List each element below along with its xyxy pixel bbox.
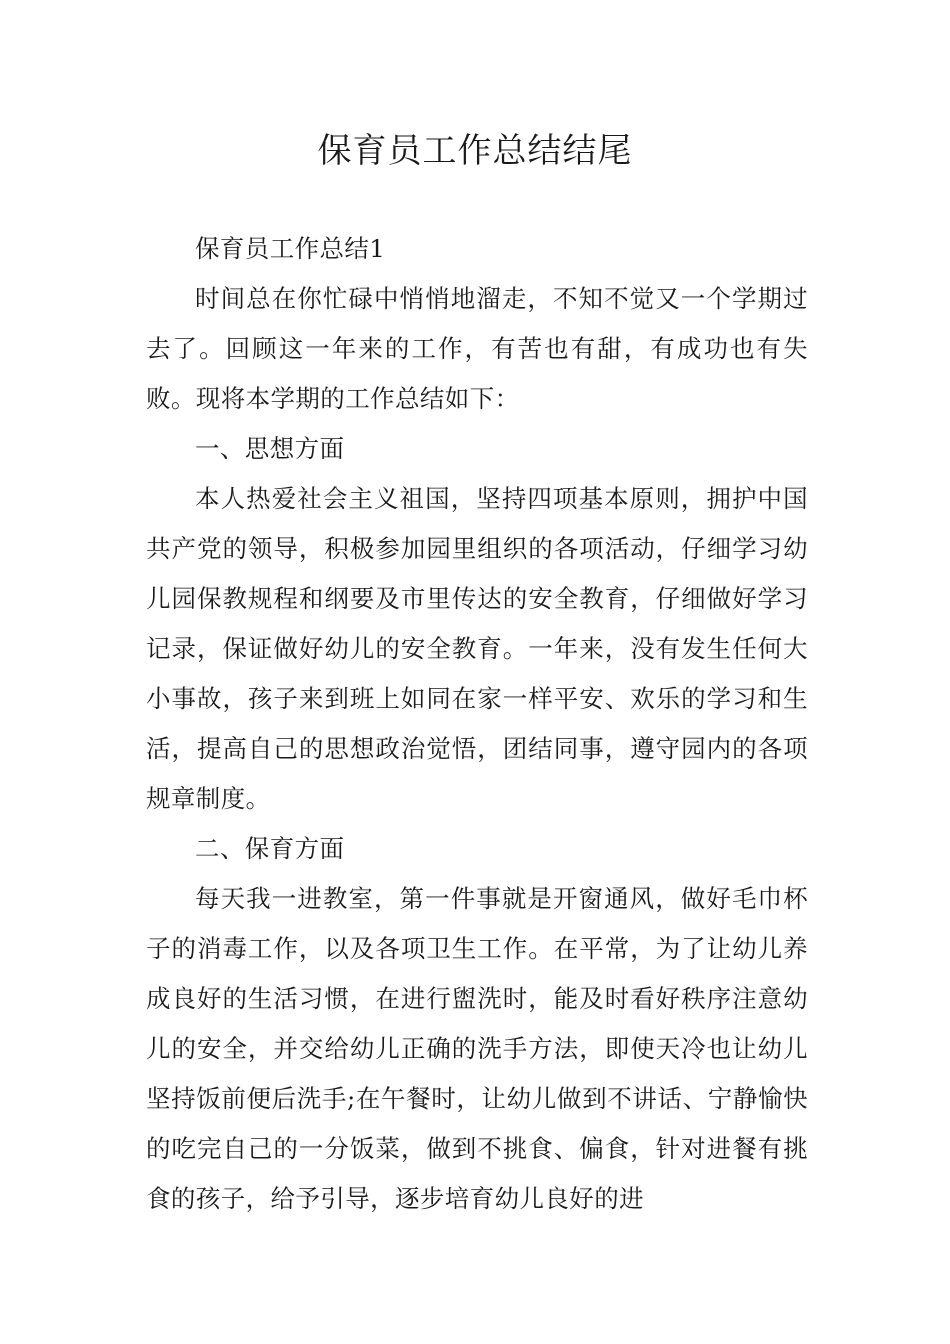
document-body bbox=[146, 224, 808, 1224]
paragraph-care: 每天我一进教室，第一件事就是开窗通风，做好毛巾杯子的消毒工作，以及各项卫生工作。在平常，为了让幼儿养成良好的生活习惯，在进行盥洗时，能及时看好秩序注意幼儿的安全，并交给幼儿正确的洗手方法，即使天冷也让幼儿坚持饭前便后洗手;在午餐时，让幼儿做到不讲话、宁静愉快的吃完自己的一分饭菜，做到不挑食、偏食，针对进餐有挑食的孩子，给予引导，逐步培育幼儿良好的进 bbox=[146, 884, 808, 1213]
paragraph-thought: 本人热爱社会主义祖国，坚持四项基本原则，拥护中国共产党的领导，积极参加园里组织的各项活动，仔细学习幼儿园保教规程和纲要及市里传达的安全教育，仔细做好学习记录，保证做好幼儿的安全教育。一年来，没有发生任何大小事故，孩子来到班上如同在家一样平安、欢乐的学习和生活，提高自己的思想政治觉悟，团结同事，遵守园内的各项规章制度。 bbox=[146, 484, 808, 813]
heading-thought: 一、思想方面 bbox=[195, 434, 345, 463]
section-title: 保育员工作总结1 bbox=[195, 234, 386, 263]
paragraph-intro: 时间总在你忙碌中悄悄地溜走，不知不觉又一个学期过去了。回顾这一年来的工作，有苦也有甜，有成功也有失败。现将本学期的工作总结如下： bbox=[146, 284, 808, 413]
heading-care: 二、保育方面 bbox=[195, 834, 345, 863]
document-title: 保育员工作总结结尾 bbox=[317, 131, 633, 171]
